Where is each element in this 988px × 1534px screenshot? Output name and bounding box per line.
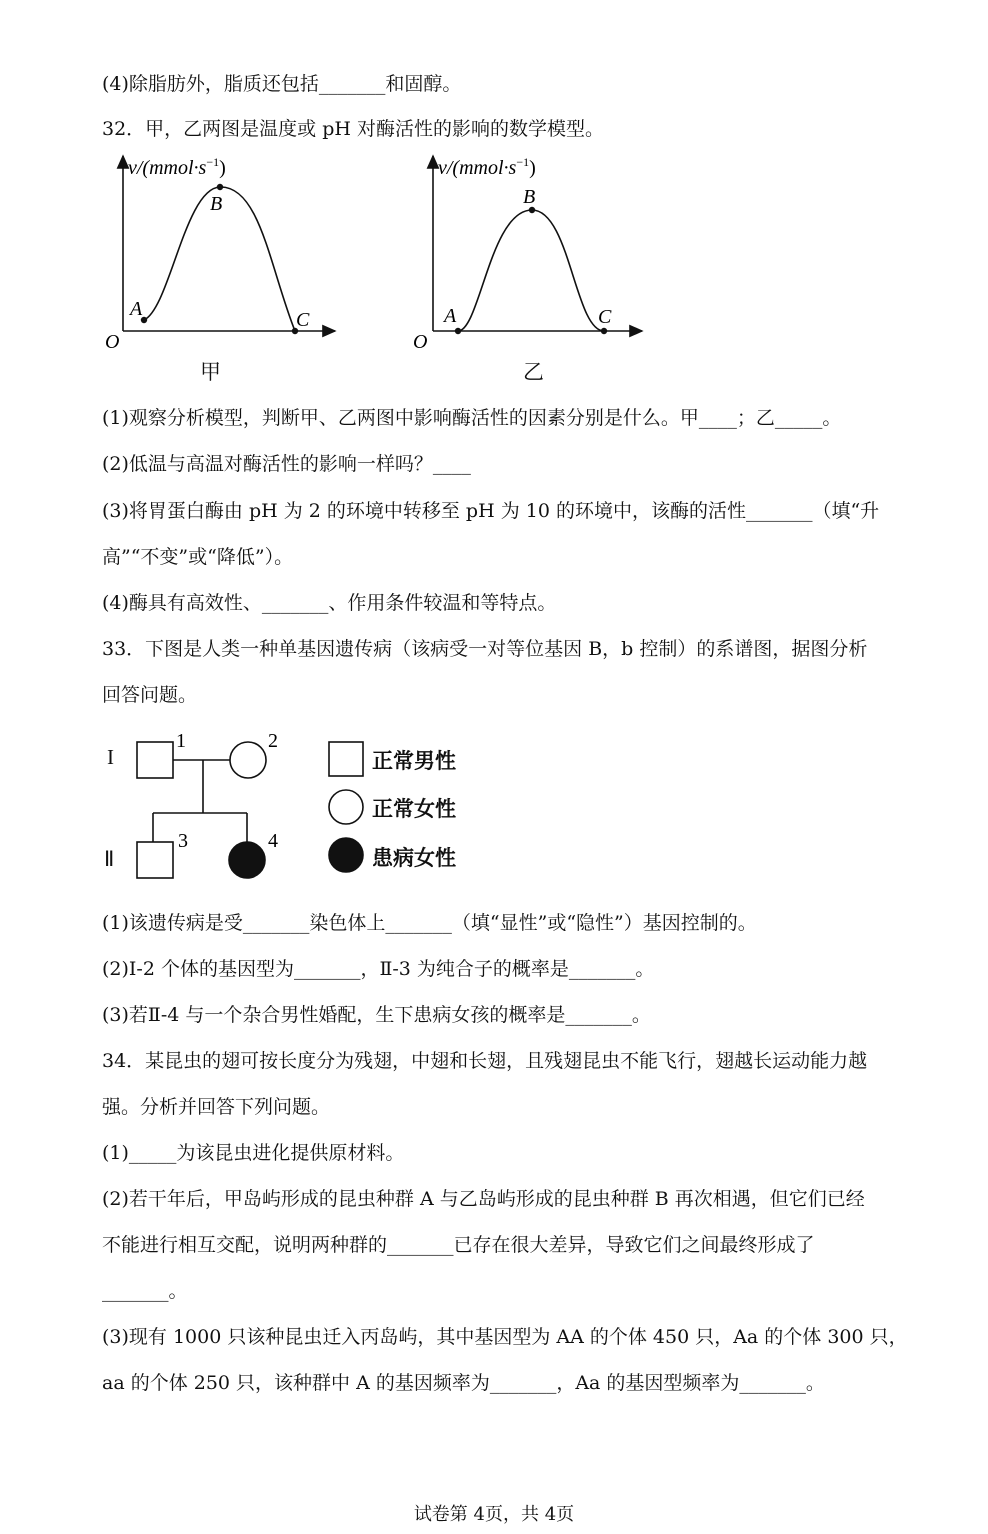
label-2: 2 <box>268 730 278 752</box>
legend-male-symbol <box>329 742 363 776</box>
label-c: C <box>296 309 310 331</box>
generation-II: Ⅱ <box>104 847 115 871</box>
legend-label-female: 正常女性 <box>372 797 456 821</box>
label-1: 1 <box>176 730 186 752</box>
activity-curve <box>458 210 604 331</box>
graph-jia <box>100 148 350 358</box>
q34-3b: aa 的个体 250 只，该种群中 A 的基因频率为_______，Aa 的基因型频率为_______。 <box>102 1372 825 1394</box>
q34-2c: _______。 <box>102 1280 188 1302</box>
y-axis-label: $v/(mmol\cdot s^{-1})$ <box>128 155 226 179</box>
q32-3b: 高”“不变”或“降低”）。 <box>102 546 294 568</box>
legend-label-affected: 患病女性 <box>372 846 456 870</box>
q32-1: (1)观察分析模型，判断甲、乙两图中影响酶活性的因素分别是什么。甲____；乙_____。 <box>102 407 842 429</box>
q31-4-line: (4)除脂肪外，脂质还包括_______和固醇。 <box>102 73 462 95</box>
q32-4: (4)酶具有高效性、_______、作用条件较温和等特点。 <box>102 592 557 614</box>
legend-label-male: 正常男性 <box>372 749 456 773</box>
q33-2: (2)I-2 个体的基因型为_______，Ⅱ-3 为纯合子的概率是_______。 <box>102 958 655 980</box>
caption-jia: 甲 <box>200 360 221 384</box>
q32-2: (2)低温与高温对酶活性的影响一样吗？____ <box>102 453 471 475</box>
legend-affected-female-symbol <box>329 838 363 872</box>
q34-2a: (2)若干年后，甲岛屿形成的昆虫种群 A 与乙岛屿形成的昆虫种群 B 再次相遇，但它们已经 <box>102 1188 865 1210</box>
q34-3a: (3)现有 1000 只该种昆虫迁入丙岛屿，其中基因型为 AA 的个体 450 只，Aa 的个体 300 只， <box>102 1326 908 1348</box>
q34-stem-a: 34．某昆虫的翅可按长度分为残翅，中翅和长翅，且残翅昆虫不能飞行，翅越长运动能力越 <box>102 1050 868 1072</box>
q32-stem: 32．甲，乙两图是温度或 pH 对酶活性的影响的数学模型。 <box>102 118 604 140</box>
q34-2b: 不能进行相互交配，说明两种群的_______已存在很大差异，导致它们之间最终形成了 <box>102 1234 815 1256</box>
point-b <box>217 184 223 190</box>
caption-yi: 乙 <box>523 360 544 384</box>
individual-2-female <box>230 742 266 778</box>
pedigree-chart <box>100 725 300 885</box>
q33-stem-b: 回答问题。 <box>102 684 198 706</box>
q33-3: (3)若Ⅱ-4 与一个杂合男性婚配，生下患病女孩的概率是_______。 <box>102 1004 651 1026</box>
label-4: 4 <box>268 830 278 852</box>
label-a: A <box>130 298 143 320</box>
y-axis-label: $v/(mmol\cdot s^{-1})$ <box>438 155 536 179</box>
individual-4-affected-female <box>229 842 265 878</box>
origin-label: O <box>413 331 428 353</box>
label-c: C <box>598 306 612 328</box>
origin-label: O <box>105 331 120 353</box>
q34-1: (1)_____为该昆虫进化提供原材料。 <box>102 1142 405 1164</box>
label-b: B <box>523 186 536 208</box>
label-3: 3 <box>178 830 188 852</box>
label-a: A <box>444 305 457 327</box>
point-a <box>455 328 461 334</box>
graph-yi <box>410 148 660 358</box>
q33-1: (1)该遗传病是受_______染色体上_______（填“显性”或“隐性”）基因控制的。 <box>102 912 757 934</box>
page-footer: 试卷第 4页，共 4页 <box>413 1504 575 1525</box>
label-b: B <box>210 193 223 215</box>
legend <box>325 738 375 878</box>
q34-stem-b: 强。分析并回答下列问题。 <box>102 1096 331 1118</box>
generation-I: I <box>107 745 114 769</box>
legend-female-symbol <box>329 790 363 824</box>
individual-1-male <box>137 742 173 778</box>
q32-3a: (3)将胃蛋白酶由 pH 为 2 的环境中转移至 pH 为 10 的环境中，该酶的活性_______（填“升 <box>102 500 880 522</box>
individual-3-male <box>137 842 173 878</box>
q33-stem-a: 33．下图是人类一种单基因遗传病（该病受一对等位基因 B，b 控制）的系谱图，据图分析 <box>102 638 868 660</box>
point-c <box>601 328 607 334</box>
